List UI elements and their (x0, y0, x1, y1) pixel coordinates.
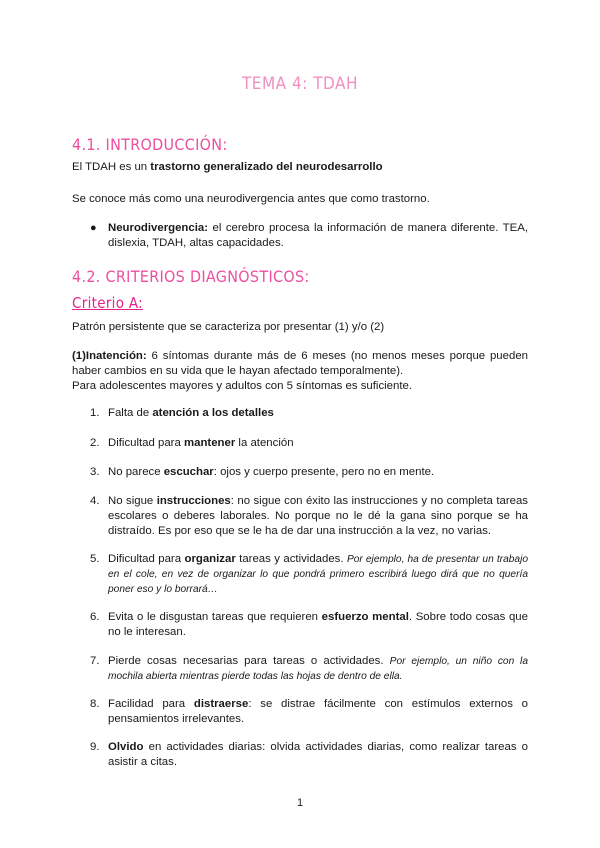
list-item-number: 1. (90, 407, 100, 419)
list-item (108, 494, 528, 539)
list-item (108, 610, 528, 640)
text-run: . Sobre todo cosas que no le interesan. (108, 611, 528, 638)
bold-term: instrucciones (156, 495, 231, 507)
text-run: No sigue (108, 495, 157, 507)
section-heading-criterios: 4.2. CRITERIOS DIAGNÓSTICOS: (72, 267, 310, 286)
bold-term: distraerse (193, 698, 249, 710)
text-run: tareas y actividades. (235, 553, 347, 565)
text-run: Evita o le disgustan tareas que requieren (108, 611, 322, 623)
text-run: el cerebro procesa la información de manera diferente. TEA, dislexia, TDAH, altas capacidades. (108, 222, 528, 249)
list-item (108, 406, 528, 421)
bold-term: esfuerzo mental (321, 611, 409, 623)
text-run: : se distrae fácilmente con estímulos externos o pensamientos irrelevantes. (108, 698, 528, 725)
text-run: en actividades diarias: olvida actividades diarias, como realizar tareas o asistir a citas. (108, 741, 528, 768)
text-run: Falta de (108, 407, 153, 419)
section-heading-introduccion: 4.1. INTRODUCCIÓN: (72, 135, 228, 154)
paragraph-neurodivergencia: Se conoce más como una neurodivergencia antes que como trastorno. (72, 193, 430, 205)
example-text: Por ejemplo, ha de presentar un trabajo en el cole, en vez de organizar lo que pondrá primero escribirá luego dirá que no quería poner eso y lo borrará… (108, 554, 528, 595)
text-run: Dificultad para (108, 553, 185, 565)
paragraph-tdah-definicion (72, 160, 528, 175)
paragraph-patron: Patrón persistente que se caracteriza por presentar (1) y/o (2) (72, 321, 385, 333)
bold-term: (1)Inatención: (72, 350, 147, 362)
list-item-number: 5. (90, 553, 100, 565)
text-run: la atención (235, 437, 294, 449)
bold-term: organizar (184, 553, 236, 565)
list-item-number: 6. (90, 611, 100, 623)
list-item-number: 2. (90, 437, 100, 449)
list-item-number: 4. (90, 495, 100, 507)
bullet-neurodivergencia (108, 221, 528, 251)
bullet-marker: ● (90, 222, 97, 234)
list-item (108, 436, 528, 451)
text-run: Facilidad para (108, 698, 194, 710)
text-run: : no sigue con éxito las instrucciones y no completa tareas escolares o deberes laborales. No porque no le dé la gana sino porque se ha distraído. Es por eso que se le ha de dar una instrucción a la vez, no varias. (108, 495, 528, 537)
list-item-number: 9. (90, 741, 100, 753)
text-run: Pierde cosas necesarias para tareas o actividades. (108, 655, 390, 667)
bold-term: Olvido (108, 741, 144, 753)
text-run: : ojos y cuerpo presente, pero no en mente. (213, 466, 435, 478)
page-number: 1 (296, 797, 304, 809)
text-run: Para adolescentes mayores y adultos con 5 síntomas es suficiente. (72, 380, 413, 392)
bold-term: Neurodivergencia: (108, 222, 209, 234)
bold-term: mantener (183, 437, 236, 449)
text-run: Dificultad para (108, 437, 184, 449)
list-item-number: 8. (90, 698, 100, 710)
document-title: TEMA 4: TDAH (241, 74, 359, 94)
text-run: 6 síntomas durante más de 6 meses (no menos meses porque pueden haber cambios en su vida que le hayan afectado temporalmente). (72, 350, 528, 377)
list-item (108, 465, 528, 480)
list-item-number: 3. (90, 466, 100, 478)
list-item (108, 697, 528, 727)
list-item (108, 654, 528, 684)
paragraph-inatencion (72, 349, 528, 394)
bold-term: atención a los detalles (152, 407, 274, 419)
text-run: No parece (108, 466, 164, 478)
list-item (108, 740, 528, 770)
list-item (108, 552, 528, 597)
text-run: El TDAH es un (72, 161, 151, 173)
bold-term: trastorno generalizado del neurodesarrollo (150, 161, 383, 173)
bold-term: escuchar (163, 466, 214, 478)
list-item-number: 7. (90, 655, 100, 667)
example-text: Por ejemplo, un niño con la mochila abierta mientras pierde todas las hojas de dentro de ella. (108, 656, 528, 682)
subheading-criterio-a: Criterio A: (72, 294, 143, 312)
